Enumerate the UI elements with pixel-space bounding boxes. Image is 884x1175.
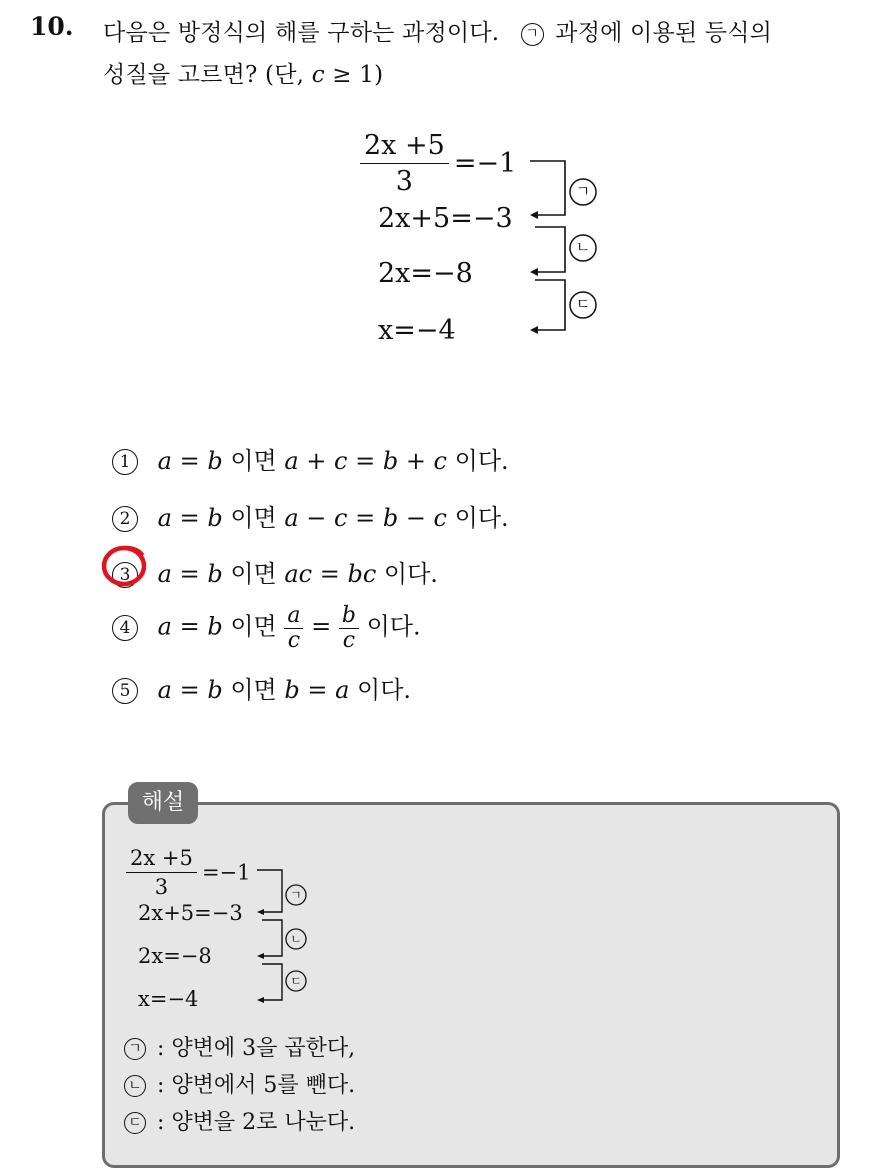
step-1-rhs: =−1 [453, 148, 517, 179]
explanation-tab: 해설 [128, 782, 198, 824]
arrow-head-icon [530, 211, 538, 219]
choice-ending: 이다. [454, 504, 509, 532]
process-step-3: 2x=−8 [378, 258, 473, 289]
selected-answer-circle-icon [99, 543, 151, 589]
explanation-note-3 [124, 1105, 355, 1136]
explanation-note-2 [124, 1068, 355, 1099]
process-label-giyeok: ㄱ [521, 23, 544, 46]
choice-2[interactable] [112, 498, 509, 533]
question-line-2 [103, 56, 383, 89]
process-step-1 [360, 130, 516, 197]
process-label-1: ㄱ [575, 182, 591, 200]
fraction-denominator: 3 [154, 875, 169, 899]
choice-expression: a − c = b − c [284, 504, 447, 532]
choice-ending: 이다. [383, 560, 438, 588]
choice-5[interactable] [112, 670, 411, 705]
choice-1[interactable] [112, 441, 509, 476]
process-step-4: x=−4 [378, 315, 456, 346]
fraction-denominator: c [342, 628, 356, 654]
process-step-2: 2x+5=−3 [378, 203, 513, 234]
question-text: 다음은 방정식의 해를 구하는 과정이다. [103, 20, 500, 46]
fraction-denominator: c [287, 628, 301, 654]
arrow-head-icon [530, 268, 538, 276]
choice-number: 2 [112, 506, 138, 532]
choice-number: 5 [112, 678, 138, 704]
note-text: : 양변에 3을 곱한다, [157, 1036, 356, 1061]
process-label-3: ㄷ [575, 295, 591, 313]
choice-connector: 이면 [230, 504, 277, 532]
question-text-rest: 과정에 이용된 등식의 [555, 20, 773, 46]
choice-premise: a = b [157, 447, 223, 475]
bracket-1 [530, 161, 565, 215]
explanation-note-1 [124, 1031, 355, 1062]
choice-ending: 이다. [366, 612, 421, 641]
choice-ending: 이다. [357, 676, 412, 704]
choice-connector: 이면 [230, 447, 277, 475]
choice-expression: a + c = b + c [284, 447, 447, 475]
choice-connector: 이면 [230, 612, 277, 641]
fraction-denominator: 3 [395, 166, 413, 197]
note-mark: ㄱ [124, 1038, 146, 1060]
note-text: : 양변을 2로 나눈다. [157, 1110, 356, 1135]
fraction-numerator: b [339, 604, 359, 629]
choice-expression: ac = bc [284, 560, 377, 588]
arrow-head-icon [530, 326, 538, 334]
choice-number: 4 [112, 615, 138, 641]
choice-4[interactable] [112, 604, 421, 652]
bracket-2 [535, 227, 565, 272]
step-1-rhs: =−1 [201, 860, 251, 885]
condition-text: ≥ 1) [332, 62, 384, 88]
explanation-label-2: ㄴ [290, 932, 302, 946]
fraction-b-over-c [339, 604, 359, 652]
arrow-head-icon [257, 953, 264, 959]
explanation-label-3: ㄷ [290, 974, 302, 988]
choice-premise: a = b [157, 504, 223, 532]
question-line-1 [103, 14, 772, 47]
process-label-2: ㄴ [575, 238, 591, 256]
explanation-label-1: ㄱ [290, 888, 302, 902]
choice-premise: a = b [157, 676, 223, 704]
equals-sign: = [311, 612, 332, 641]
fraction-a-over-c [284, 604, 303, 652]
note-mark: ㄴ [124, 1075, 146, 1097]
fraction-numerator: a [284, 604, 303, 629]
choice-connector: 이면 [230, 560, 277, 588]
question-text-2: 성질을 고르면? (단, [103, 62, 305, 88]
question-number: 10. [30, 12, 74, 41]
fraction-numerator: 2x +5 [360, 130, 449, 164]
note-mark: ㄷ [124, 1112, 146, 1134]
process-fraction [360, 130, 449, 197]
explanation-fraction [126, 846, 197, 899]
choice-ending: 이다. [454, 447, 509, 475]
explanation-step-3: 2x=−8 [138, 944, 212, 968]
choice-number: 1 [112, 449, 138, 475]
fraction-numerator: 2x +5 [126, 846, 197, 873]
choice-3[interactable] [112, 554, 438, 589]
choice-connector: 이면 [230, 676, 277, 704]
explanation-step-2: 2x+5=−3 [138, 901, 243, 925]
bracket-3 [535, 280, 565, 330]
choice-premise: a = b [157, 560, 223, 588]
note-text: : 양변에서 5를 뺀다. [157, 1073, 356, 1098]
choice-number: 3 [112, 562, 138, 588]
explanation-step-1 [126, 846, 251, 899]
arrow-head-icon [257, 909, 264, 915]
choice-expression: b = a [284, 676, 350, 704]
explanation-step-4: x=−4 [138, 987, 199, 1011]
choice-premise: a = b [157, 612, 223, 641]
condition-variable: c [311, 62, 325, 88]
arrow-head-icon [257, 997, 264, 1003]
